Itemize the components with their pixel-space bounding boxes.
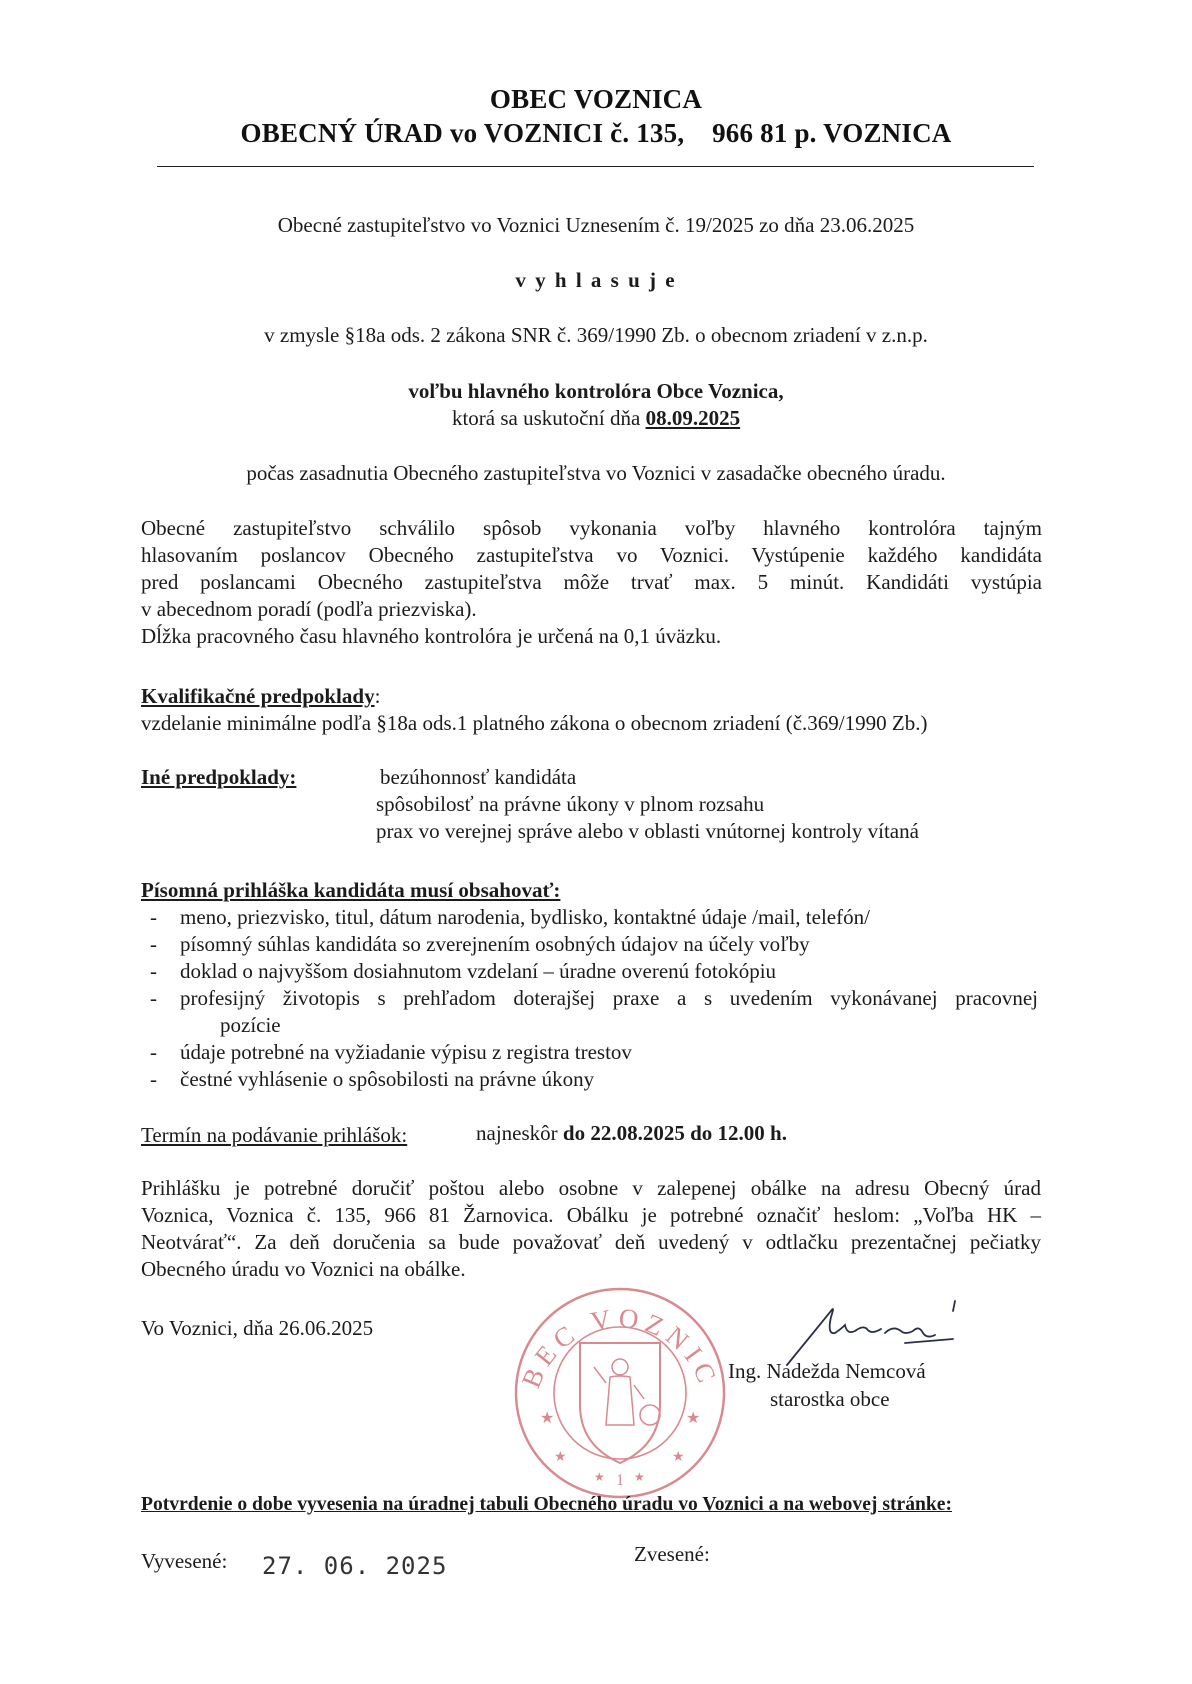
election-date: 08.09.2025 [645,406,741,430]
election-date-prefix: ktorá sa uskutoční dňa [451,406,646,430]
posted-date: 27. 06. 2025 [262,1552,448,1580]
delivery-line-3: Neotvárať“. Za deň doručenia sa bude považovať deň uvedený v odtlačku prezentačnej pečiatky [141,1230,1041,1254]
posted-label: Vyvesené: [141,1549,228,1573]
bullet: - [150,1067,157,1091]
other-requirements-heading: Iné predpoklady: [141,765,297,789]
method-line-2: hlasovaním poslancov Obecného zastupiteľstva vo Voznici. Vystúpenie každého kandidáta [141,543,1042,567]
application-item-2: písomný súhlas kandidáta so zverejnením osobných údajov na účely voľby [180,932,810,956]
qualifications-heading: Kvalifikačné predpoklady [141,684,375,708]
stamp-number: 1 [616,1472,624,1489]
signatory-name: Ing. Nadežda Nemcová [728,1359,926,1383]
svg-text:★: ★ [554,1450,567,1465]
municipality-title: OBEC VOZNICA [489,84,703,114]
deadline-value: do 22.08.2025 do 12.00 h. [562,1121,787,1145]
delivery-line-2: Voznica, Voznica č. 135, 966 81 Žarnovica. Obálku je potrebné označiť heslom: „Voľba HK – [141,1203,1041,1227]
municipal-stamp [510,1275,730,1500]
declares-heading: v y h l a s u j e [515,268,677,292]
stamp-text: BEC VOZNIC [515,1302,725,1393]
deadline-label: Termín na podávanie prihlášok: [141,1123,408,1147]
other-requirement-1: bezúhonnosť kandidáta [380,765,577,789]
election-date-line [0,405,1192,432]
method-line-1: Obecné zastupiteľstvo schválilo spôsob vykonania voľby hlavného kontrolóra tajným [141,516,1042,540]
header-divider [157,166,1034,167]
method-line-5: Dĺžka pracovného času hlavného kontrolóra je určená na 0,1 úväzku. [141,624,722,648]
session-location: počas zasadnutia Obecného zastupiteľstva vo Voznici v zasadačke obecného úradu. [246,461,946,485]
application-item-1: meno, priezvisko, titul, dátum narodenia, bydlisko, kontaktné údaje /mail, telefón/ [180,905,870,929]
method-line-3: pred poslancami Obecného zastupiteľstva môže trvať max. 5 minút. Kandidáti vystúpia [141,570,1042,594]
method-line-4: v abecednom poradí (podľa priezviska). [141,597,477,621]
election-title: voľbu hlavného kontrolóra Obce Voznica, [408,379,784,403]
other-requirement-3: prax vo verejnej správe alebo v oblasti vnútornej kontroly vítaná [376,819,919,843]
qualifications-text: vzdelanie minimálne podľa §18a ods.1 platného zákona o obecnom zriadení (č.369/1990 Zb.) [141,711,928,735]
application-item-4: profesijný životopis s prehľadom doterajšej praxe a s uvedením vykonávanej pracovnej [180,986,1038,1010]
svg-text:★: ★ [686,1410,701,1427]
application-item-3: doklad o najvyššom dosiahnutom vzdelaní – úradne overenú fotokópiu [180,959,777,983]
deadline-line [476,1120,787,1147]
application-item-5: údaje potrebné na vyžiadanie výpisu z registra trestov [180,1040,632,1064]
svg-text:★: ★ [540,1410,555,1427]
resolution-intro: Obecné zastupiteľstvo vo Voznici Uznesením č. 19/2025 zo dňa 23.06.2025 [277,213,915,237]
other-requirement-2: spôsobilosť na právne úkony v plnom rozsahu [376,792,765,816]
delivery-line-1: Prihlášku je potrebné doručiť poštou alebo osobne v zalepenej obálke na adresu Obecný úrad [141,1176,1041,1200]
bullet: - [150,905,157,929]
svg-text:★: ★ [672,1450,685,1465]
qualifications-colon: : [374,684,381,708]
office-address-title: OBECNÝ ÚRAD vo VOZNICI č. 135, 966 81 p. VOZNICA [240,118,952,148]
posting-heading: Potvrdenie o dobe vyvesenia na úradnej tabuli Obecného úradu vo Voznici a na webovej stránke: [141,1494,953,1515]
application-heading: Písomná prihláška kandidáta musí obsahovať: [141,878,561,902]
qualifications-heading-line [141,683,380,710]
signatory-role: starostka obce [770,1387,890,1411]
legal-basis: v zmysle §18a ods. 2 zákona SNR č. 369/1990 Zb. o obecnom zriadení v z.n.p. [264,323,928,347]
svg-text:★: ★ [634,1470,645,1484]
bullet: - [150,959,157,983]
bullet: - [150,986,157,1010]
application-item-4-continued: pozície [220,1013,281,1037]
delivery-line-4: Obecného úradu vo Voznici na obálke. [141,1257,466,1281]
deadline-prefix: najneskôr [476,1121,563,1145]
svg-text:★: ★ [594,1470,605,1484]
place-date: Vo Voznici, dňa 26.06.2025 [141,1316,374,1340]
removed-label: Zvesené: [634,1542,710,1566]
bullet: - [150,932,157,956]
application-item-6: čestné vyhlásenie o spôsobilosti na právne úkony [180,1067,595,1091]
bullet: - [150,1040,157,1064]
